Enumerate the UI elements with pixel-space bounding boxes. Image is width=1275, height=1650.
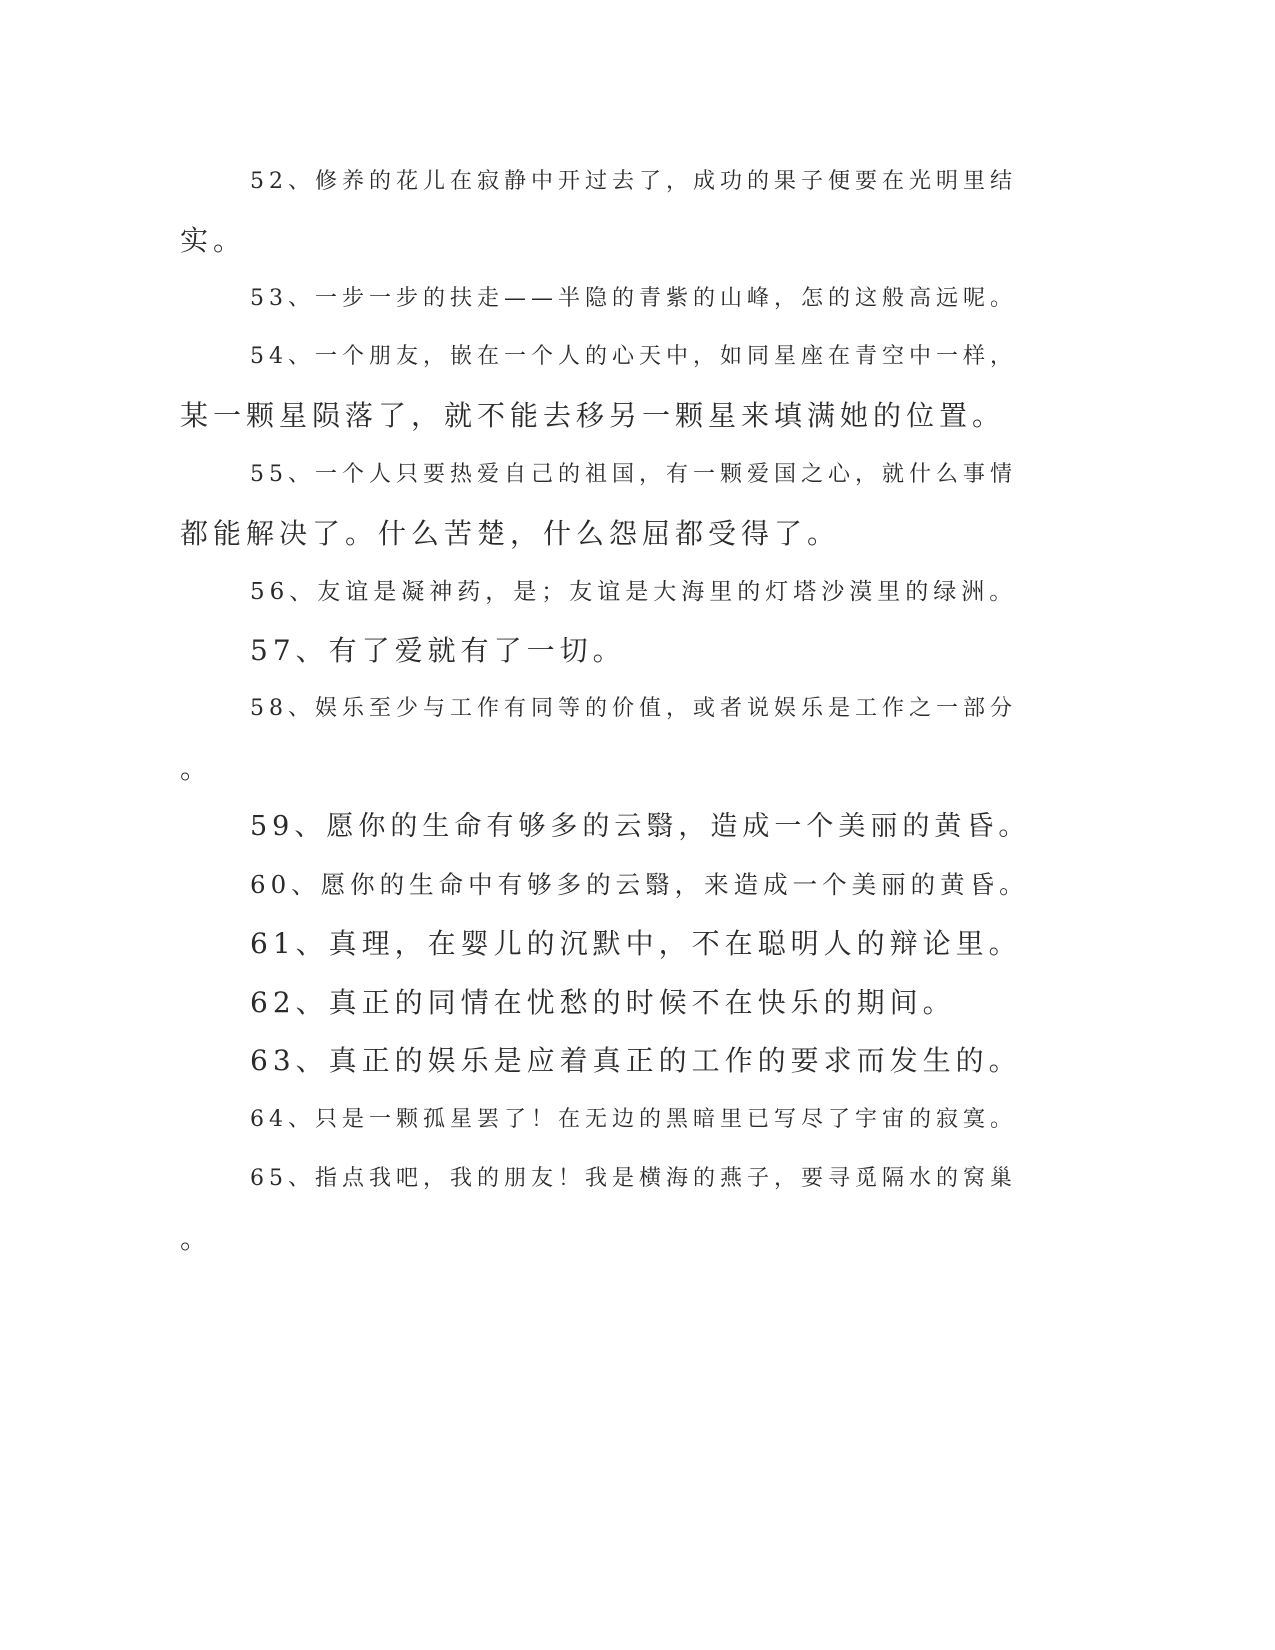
text-line: 63、真正的娱乐是应着真正的工作的要求而发生的。 <box>250 1044 1022 1077</box>
text-line: 61、真理，在婴儿的沉默中，不在聪明人的辩论里。 <box>250 927 1022 960</box>
text-line: 57、有了爱就有了一切。 <box>250 634 626 667</box>
text-line: 59、愿你的生命有够多的云翳，造成一个美丽的黄昏。 <box>250 811 1031 842</box>
text-line: 都能解决了。什么苦楚，什么怨屈都受得了。 <box>180 517 841 550</box>
text-line: 64、只是一颗孤星罢了！在无边的黑暗里已写尽了宇宙的寂寞。 <box>250 1107 1017 1132</box>
text-line: 62、真正的同情在忧愁的时候不在快乐的期间。 <box>250 986 956 1019</box>
text-line: 。 <box>180 1222 214 1255</box>
text-line: 53、一步一步的扶走——半隐的青紫的山峰，怎的这般高远呢。 <box>250 286 1017 311</box>
text-line: 60、愿你的生命中有够多的云翳，来造成一个美丽的黄昏。 <box>250 870 1029 899</box>
text-line: 54、一个朋友，嵌在一个人的心天中，如同星座在青空中一样， <box>250 344 1017 369</box>
text-line: 56、友谊是凝神药，是；友谊是大海里的灯塔沙漠里的绿洲。 <box>250 579 1018 605</box>
text-line: 。 <box>180 752 214 785</box>
text-line: 某一颗星陨落了，就不能去移另一颗星来填满她的位置。 <box>180 399 1006 432</box>
text-line: 52、修养的花儿在寂静中开过去了，成功的果子便要在光明里结 <box>250 169 1017 194</box>
text-line: 实。 <box>180 224 247 257</box>
text-line: 55、一个人只要热爱自己的祖国，有一颗爱国之心，就什么事情 <box>250 462 1017 487</box>
text-line: 58、娱乐至少与工作有同等的价值，或者说娱乐是工作之一部分 <box>250 696 1017 721</box>
text-line: 65、指点我吧，我的朋友！我是横海的燕子，要寻觅隔水的窝巢 <box>250 1166 1017 1191</box>
